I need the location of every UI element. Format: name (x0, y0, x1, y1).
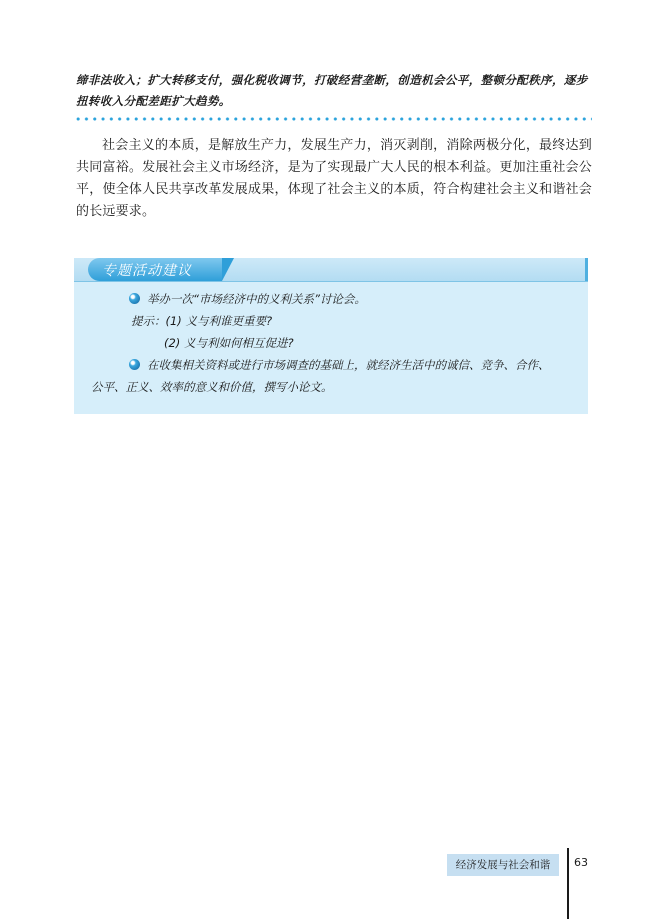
activity-title: 专题活动建议 (102, 263, 192, 279)
activity-title-tab (88, 258, 222, 281)
activity-item-text: 举办一次“市场经济中的义利关系”讨论会。 (147, 292, 366, 306)
body-paragraph: 社会主义的本质，是解放生产力，发展生产力，消灭剥削，消除两极分化，最终达到共同富裕。发展社会主义市场经济，是为了实现最广大人民的根本利益。更加注重社会公平，使全体人民共享改革发展成果，体现了社会主义的本质，符合构建社会主义和谐社会的长远要求。 (76, 138, 592, 219)
activity-hint: (2) 义与利如何相互促进? (164, 336, 294, 350)
activity-item (129, 288, 366, 310)
continued-paragraph: 缔非法收入；扩大转移支付，强化税收调节，打破经营垄断，创造机会公平，整顿分配秩序，逐步扭转收入分配差距扩大趋势。 (76, 73, 588, 108)
chapter-label: 经济发展与社会和谐 (447, 854, 559, 876)
bullet-icon (129, 293, 140, 304)
activity-item-text: 在收集相关资料或进行市场调查的基础上，就经济生活中的诚信、竞争、合作、 (147, 358, 550, 372)
bullet-icon (129, 359, 140, 370)
activity-item-continuation: 公平、正义、效率的意义和价值，撰写小论文。 (91, 380, 333, 394)
activity-header-bar (74, 258, 588, 282)
activity-item (129, 354, 550, 376)
dotted-divider (74, 117, 592, 121)
activity-hint: 提示：(1) 义与利谁更重要? (131, 314, 273, 328)
footer-divider (567, 848, 569, 919)
page-number: 63 (574, 856, 588, 869)
activity-suggestion-box (74, 258, 588, 414)
